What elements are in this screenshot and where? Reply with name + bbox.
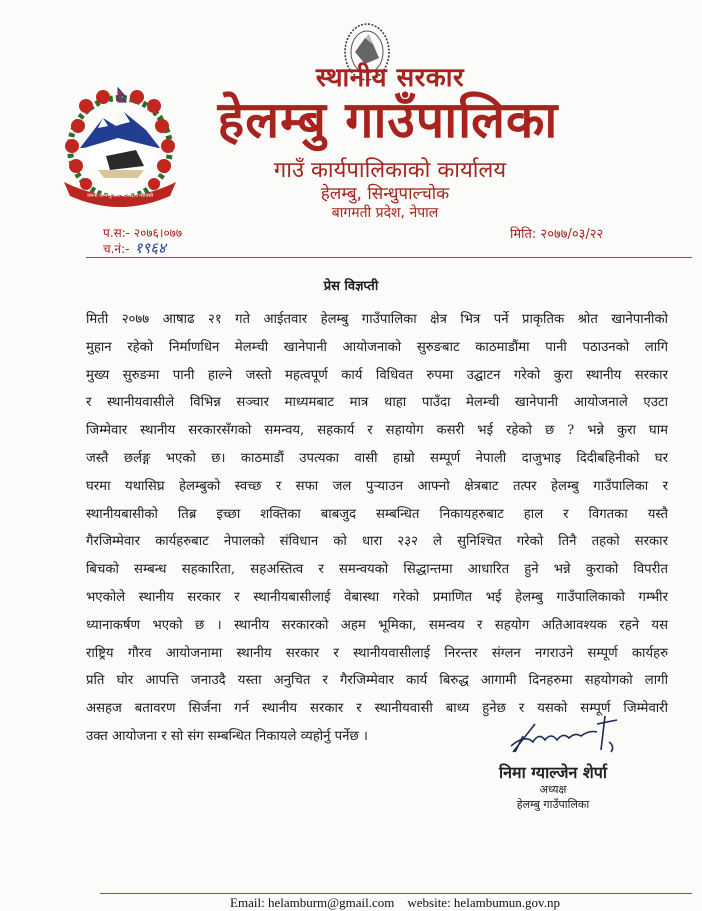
emblem-motto: जननी जन्मभूमिश्च स्वर्गादपि गरीयसी <box>86 193 154 199</box>
body-line: मुहान रहेको निर्माणधिन मेलम्ची खानेपानी आयोजनाको सुरुङबाट काठमाडौंमा पानी पठाउनको लागि <box>86 339 668 355</box>
province-label: बागमती प्रदेश, नेपाल <box>331 205 439 221</box>
dispatch-number-row <box>103 238 166 258</box>
dispatch-label: च.नं:- <box>103 242 130 256</box>
municipality-name: हेलम्बु गाउँपालिका <box>217 91 559 149</box>
body-line: जस्तै छर्लङ्ग भएको छ। काठमाडौं उपत्यका वासी हाम्रो सम्पूर्ण नेपाली दाजुभाइ दिदीबहिनीको घर <box>86 451 668 466</box>
body-line: जिम्मेवार स्थानीय सरकारसँगको समन्वय, सहकार्य र सहायोग कसरी भई रहेको छ ? भन्ने कुरा घाम <box>86 423 668 439</box>
body-line: भएकोले स्थानीय सरकार र स्थानीयबासीलाई वेबास्था गरेको प्रमाणित भई हेलम्बु गाउँपालिकाको गम्भीर <box>86 590 668 605</box>
body-line: मुख्य सुरुङमा पानी हाल्ने जस्तो महत्वपूर्ण कार्य विधिवत रुपमा उद्घाटन गरेको कुरा स्थानीय सरकार <box>86 367 668 383</box>
signatory-organization: हेलम्बु गाउँपालिका <box>516 798 590 811</box>
body-line: उक्त आयोजना र सो संग सम्बन्धित निकायले व्यहोर्नु पर्नेछ । <box>86 729 368 744</box>
body-line: गैरजिम्मेवार कार्यहरुबाट नेपालको संविधान को धारा २३२ ले सुनिश्चित गरेको तिनै तहको सरकार <box>86 534 668 550</box>
office-name: गाउँ कार्यपालिकाको कार्यालय <box>273 158 507 183</box>
signatory-role: अध्यक्ष <box>539 783 567 796</box>
body-line: असहज बतावरण सिर्जना गर्न स्थानीय सरकार र स्थानीयवासी बाध्य हुनेछ र यसको सम्पूर्ण जिम्मेवारी <box>86 701 668 717</box>
body-line: ध्यानाकर्षण भएको छ । स्थानीय सरकारको अहम भूमिका, समन्वय र सहयोग अतिआवश्यक रहने यस <box>86 617 668 633</box>
body-line: घरमा यथासिघ्र हेलम्बुको स्वच्छ र सफा जल पुऱ्याउन आफ्नो क्षेत्रबाट तत्पर हेलम्बु गाउँपालिका र <box>86 478 668 494</box>
signature-handwriting <box>505 712 625 756</box>
document-title: प्रेस विज्ञप्ती <box>323 279 379 294</box>
body-line: र स्थानीयवासीले विभिन्न सञ्चार माध्यमबाट मात्र थाहा पाउँदा मेलम्ची खानेपानी आयोजनाले एउटा <box>86 395 668 411</box>
body-line: मिती २०७७ आषाढ २१ गते आईतवार हेलम्बु गाउँपालिका क्षेत्र भित्र पर्ने प्राकृतिक श्रोत खानेपानीको <box>86 312 668 327</box>
header-divider <box>86 257 692 258</box>
body-line: प्रति घोर आपत्ति जनाउदै यस्ता अनुचित र गैरजिम्मेवार कार्य बिरुद्ध आगामी दिनहरुमा सहयोगको लागी <box>86 673 668 689</box>
footer-contact <box>100 895 690 911</box>
office-address: हेलम्बु, सिन्धुपाल्चोक <box>320 184 450 204</box>
local-government-label: स्थानीय सरकार <box>315 63 465 93</box>
footer-email: Email: helamburm@gmail.com <box>230 895 395 910</box>
signatory-name: निमा ग्याल्जेन शेर्पा <box>498 763 608 782</box>
footer-website: website: helambumun.gov.np <box>407 895 560 910</box>
letter-date: मिति: २०७७/०३/२२ <box>510 227 604 242</box>
fiscal-year-reference: प.स:- २०७६।०७७ <box>103 226 183 240</box>
footer-divider <box>100 893 692 894</box>
nepal-emblem-logo <box>58 86 182 210</box>
mountain-icon <box>80 112 160 178</box>
body-line: राष्ट्रिय गौरव आयोजनामा स्थानीय सरकार र स्थानीयवासीलाई निरन्तर संग्लन नगराउने सम्पूर्ण कार्यहरु <box>86 645 668 661</box>
body-line: स्थानीयबासीको तिब्र इच्छा शक्तिका बाबजुद सम्बन्धित निकायहरुबाट हाल र विगतका यस्तै <box>86 506 668 522</box>
dispatch-number: १९६४ <box>134 239 166 257</box>
body-line: बिचको सम्बन्ध सहकारिता, सहअस्तित्व र समन्वयको सिद्धान्तमा आधारित हुने भन्ने कुराको विपरीत <box>86 562 668 578</box>
